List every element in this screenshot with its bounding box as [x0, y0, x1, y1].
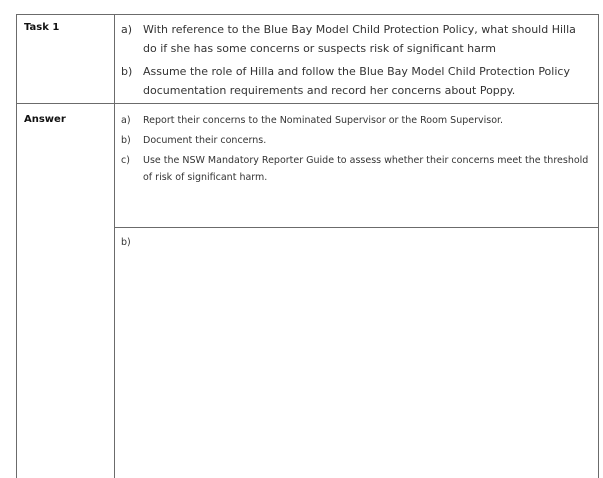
task-item-b-text: Assume the role of Hilla and follow the Blue Bay Model Child Protection Policy documentation requirements and record her concerns about Poppy.: [143, 65, 570, 97]
answer-item-b-marker: b): [121, 135, 131, 146]
task-item-a-marker: a): [121, 23, 133, 36]
row-divider: [16, 103, 599, 104]
task-table: [16, 14, 599, 478]
column-divider: [114, 14, 115, 478]
task-label: Task 1: [24, 22, 60, 33]
answer-item-b: [121, 132, 591, 149]
answer-cell-divider: [114, 227, 599, 228]
answer-item-a-text: Report their concerns to the Nominated Supervisor or the Room Supervisor.: [143, 115, 504, 126]
table-top-border: [16, 14, 599, 15]
answer-label: Answer: [24, 114, 66, 125]
answer-item-c-marker: c): [121, 155, 130, 166]
task-item-a-text: With reference to the Blue Bay Model Child Protection Policy, what should Hilla do if she has some concerns or suspects risk of significant harm: [143, 23, 576, 55]
answer-item-c-text: Use the NSW Mandatory Reporter Guide to assess whether their concerns meet the threshold of risk of significant harm.: [143, 155, 589, 183]
answer-item-c: [121, 152, 591, 186]
table-right-border: [598, 14, 599, 478]
task-item-b: [121, 62, 591, 100]
answer-item-a-marker: a): [121, 115, 131, 126]
answer-item-a: [121, 112, 591, 129]
table-left-border: [16, 14, 17, 478]
answer-part-b-marker: b): [121, 237, 131, 248]
task-item-a: [121, 20, 581, 58]
task-item-b-marker: b): [121, 65, 133, 78]
answer-item-b-text: Document their concerns.: [143, 135, 267, 146]
answer-part-b[interactable]: [121, 234, 591, 470]
